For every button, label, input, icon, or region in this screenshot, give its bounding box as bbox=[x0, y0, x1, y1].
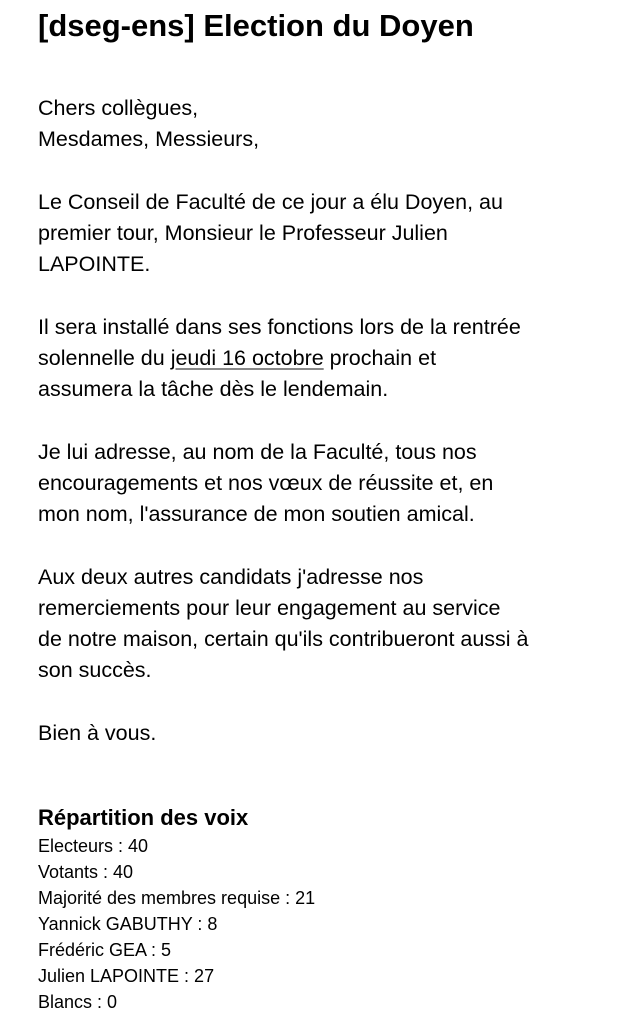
vote-line: Electeurs : 40 bbox=[38, 836, 149, 856]
date-link[interactable]: jeudi 16 octobre bbox=[170, 346, 324, 370]
vote-line: Votants : 40 bbox=[38, 862, 134, 882]
closing bbox=[38, 718, 628, 749]
paragraph-line: de notre maison, certain qu'ils contribueront aussi à bbox=[38, 627, 529, 651]
paragraph-line: remerciements pour leur engagement au service bbox=[38, 596, 501, 620]
paragraph-text: prochain et bbox=[323, 346, 437, 370]
paragraph-line: LAPOINTE. bbox=[38, 252, 151, 276]
vote-line-cut-off: Blancs : 0 bbox=[38, 992, 118, 1012]
paragraph-candidates bbox=[38, 562, 628, 686]
vote-line: Julien LAPOINTE : 27 bbox=[38, 966, 215, 986]
paragraph-installation bbox=[38, 312, 628, 405]
greeting bbox=[38, 93, 628, 155]
paragraph-line: encouragements et nos vœux de réussite et, en bbox=[38, 471, 494, 495]
paragraph-line: mon nom, l'assurance de mon soutien amical. bbox=[38, 502, 475, 526]
email-body bbox=[38, 0, 628, 781]
paragraph-line: Le Conseil de Faculté de ce jour a élu Doyen, au bbox=[38, 190, 503, 214]
paragraph-election bbox=[38, 187, 628, 280]
closing-line: Bien à vous. bbox=[38, 721, 157, 745]
email-subject: [dseg-ens] Election du Doyen bbox=[38, 8, 474, 43]
paragraph-line bbox=[38, 343, 628, 374]
vote-line: Majorité des membres requise : 21 bbox=[38, 888, 316, 908]
paragraph-line: Je lui adresse, au nom de la Faculté, tous nos bbox=[38, 440, 477, 464]
paragraph-line: Il sera installé dans ses fonctions lors de la rentrée bbox=[38, 315, 521, 339]
greeting-line: Mesdames, Messieurs, bbox=[38, 127, 260, 151]
email-text bbox=[38, 93, 628, 749]
paragraph-line: assumera la tâche dès le lendemain. bbox=[38, 377, 389, 401]
vote-line: Yannick GABUTHY : 8 bbox=[38, 914, 218, 934]
paragraph-line: Aux deux autres candidats j'adresse nos bbox=[38, 565, 424, 589]
paragraph-line: son succès. bbox=[38, 658, 152, 682]
vote-line: Frédéric GEA : 5 bbox=[38, 940, 172, 960]
paragraph-wishes bbox=[38, 437, 628, 530]
paragraph-line: premier tour, Monsieur le Professeur Julien bbox=[38, 221, 448, 245]
greeting-line: Chers collègues, bbox=[38, 96, 199, 120]
paragraph-text: solennelle du bbox=[38, 346, 171, 370]
vote-results bbox=[38, 803, 628, 1012]
vote-results-title: Répartition des voix bbox=[38, 805, 249, 830]
